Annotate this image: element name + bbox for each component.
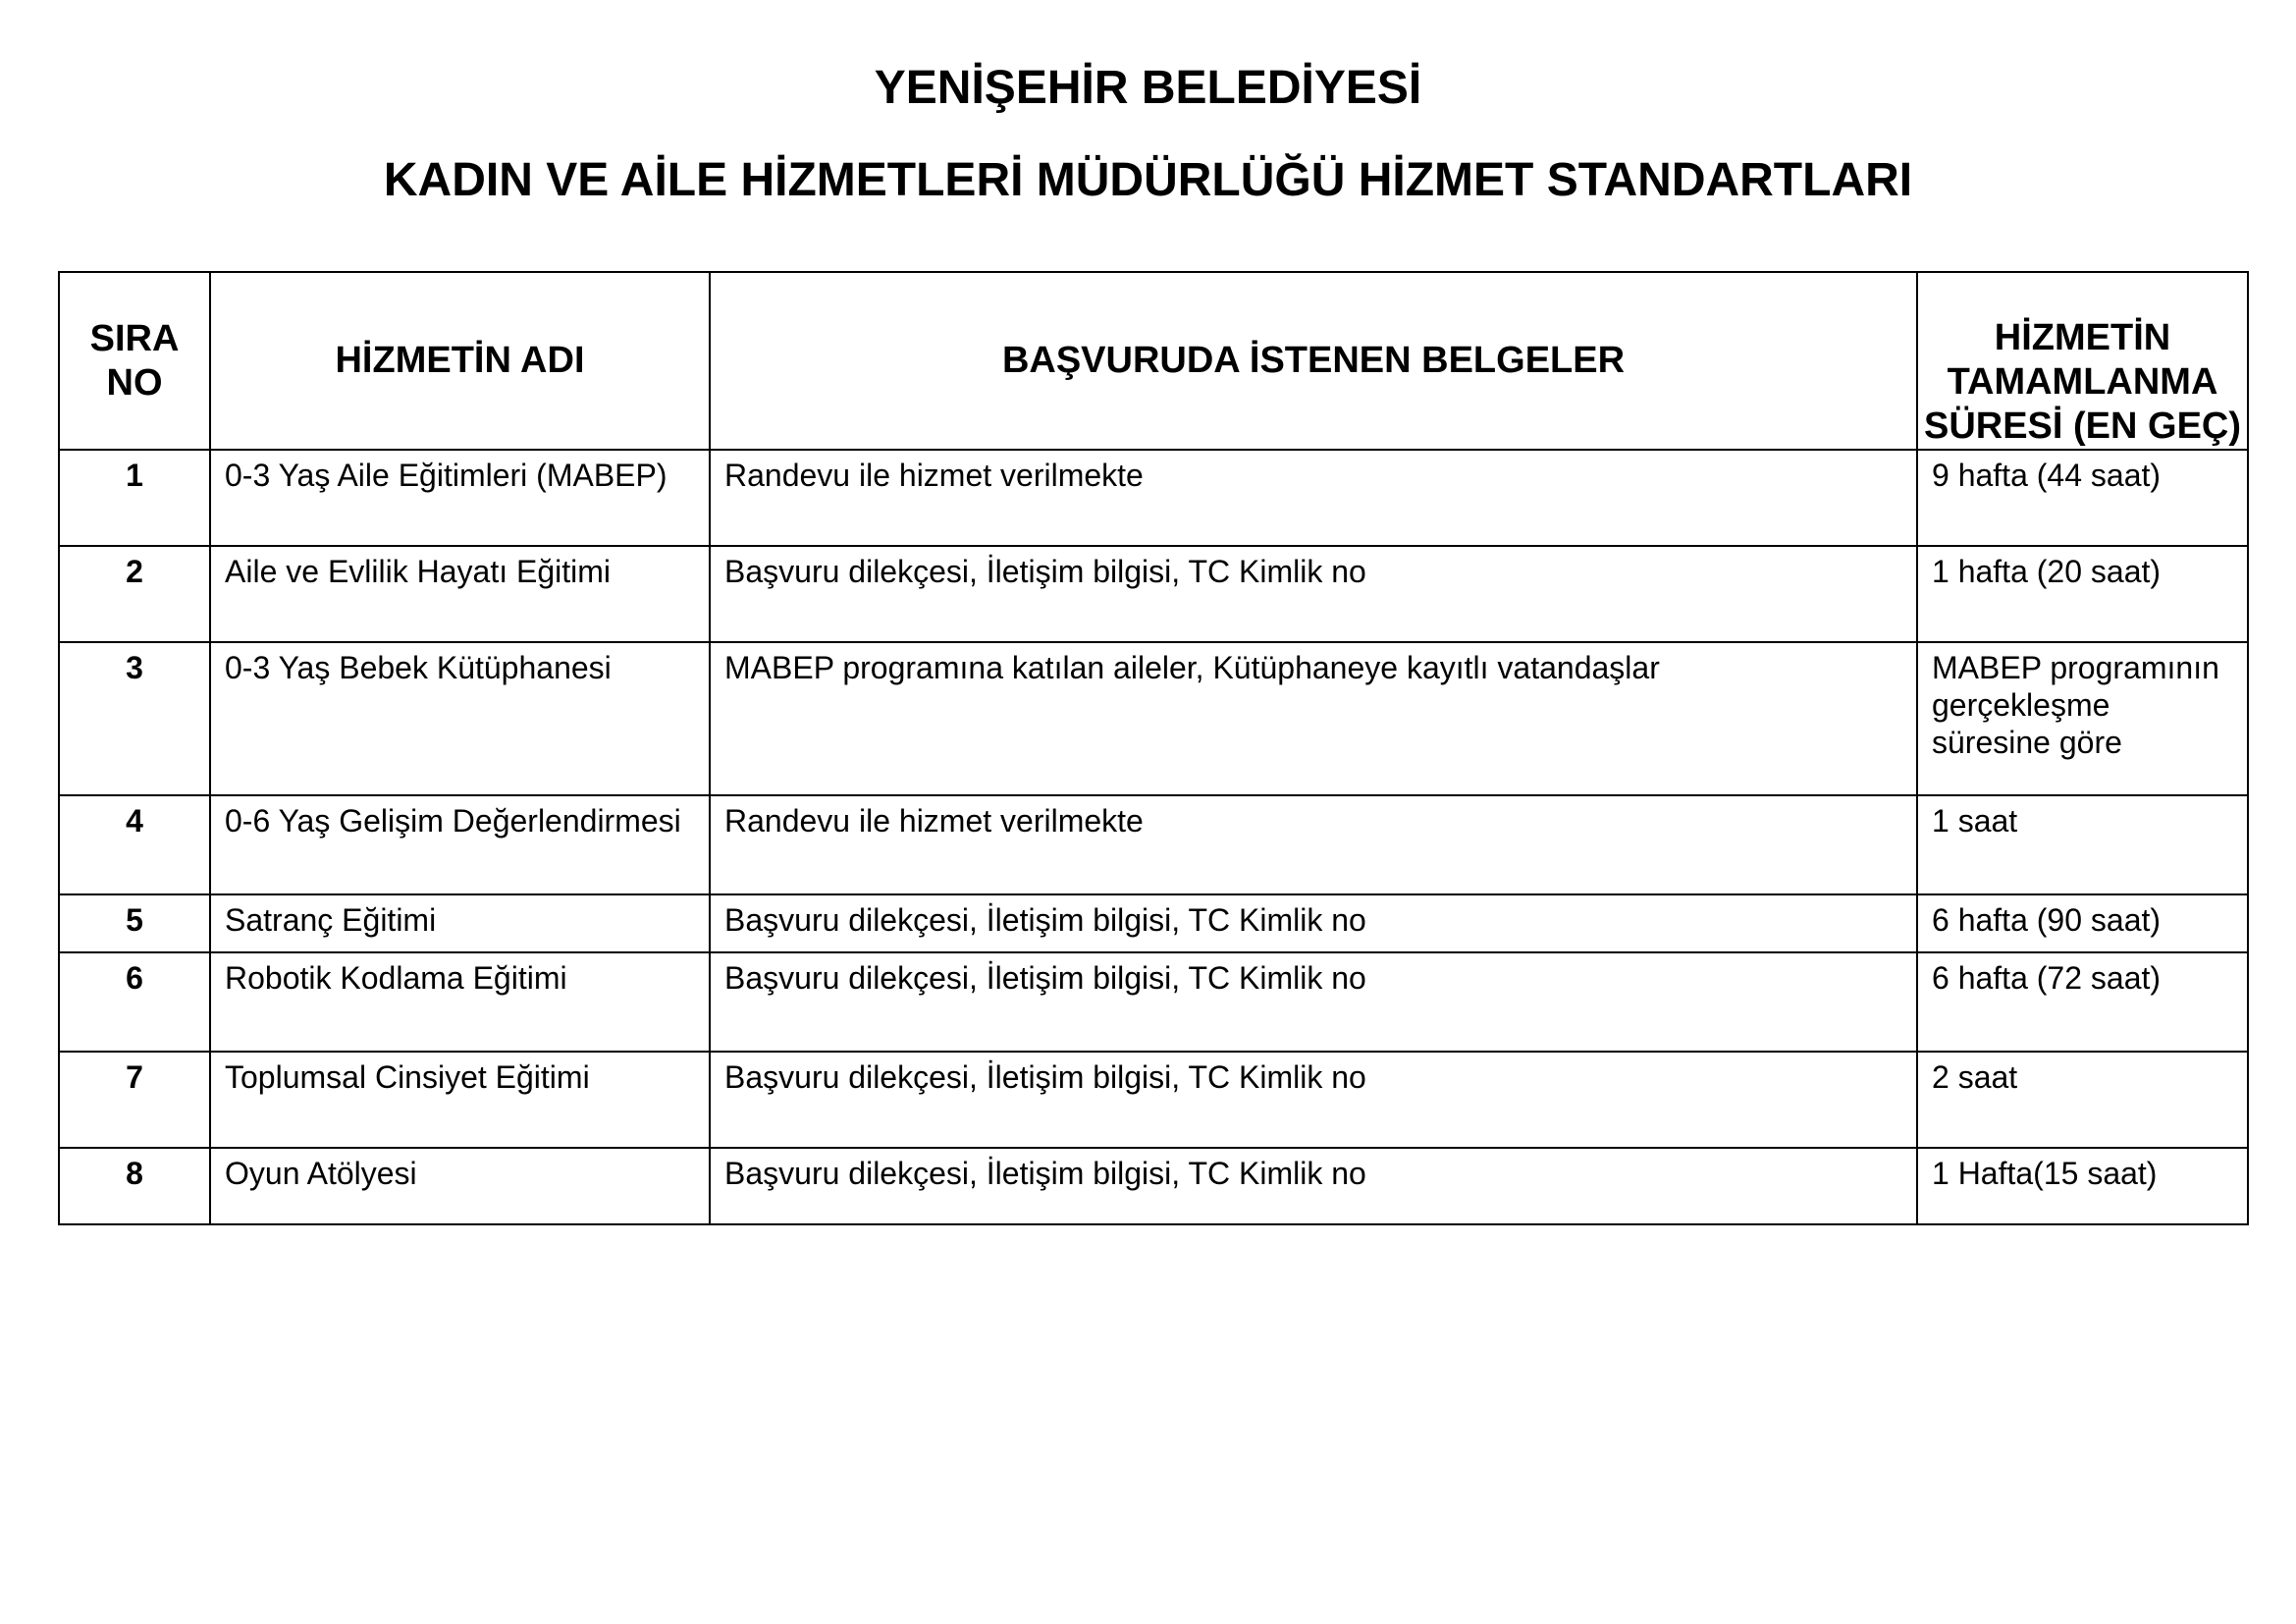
table-row [59,450,2248,546]
document-title: YENİŞEHİR BELEDİYESİ [874,62,1422,114]
row-service: Robotik Kodlama Eğitimi [210,952,710,1052]
table-row [59,1052,2248,1148]
row-documents: Randevu ile hizmet verilmekte [710,450,1917,546]
row-duration: 1 hafta (20 saat) [1917,546,2248,642]
row-duration: 2 saat [1917,1052,2248,1148]
table-row [59,546,2248,642]
header-service: HİZMETİN ADI [210,272,710,450]
row-no: 1 [59,450,210,546]
table-header-row [59,272,2248,450]
header-documents: BAŞVURUDA İSTENEN BELGELER [710,272,1917,450]
row-service: Oyun Atölyesi [210,1148,710,1224]
row-duration: 6 hafta (72 saat) [1917,952,2248,1052]
row-no: 7 [59,1052,210,1148]
row-no: 3 [59,642,210,795]
row-no: 6 [59,952,210,1052]
table-row [59,952,2248,1052]
row-no: 4 [59,795,210,894]
row-duration: MABEP programının gerçekleşme süresine göre [1917,642,2248,795]
row-documents: Başvuru dilekçesi, İletişim bilgisi, TC Kimlik no [710,952,1917,1052]
row-service: Satranç Eğitimi [210,894,710,952]
row-documents: MABEP programına katılan aileler, Kütüphaneye kayıtlı vatandaşlar [710,642,1917,795]
header-no: SIRA NO [59,272,210,450]
table-row [59,795,2248,894]
table-row [59,642,2248,795]
row-service: 0-3 Yaş Bebek Kütüphanesi [210,642,710,795]
row-documents: Başvuru dilekçesi, İletişim bilgisi, TC Kimlik no [710,894,1917,952]
row-documents: Başvuru dilekçesi, İletişim bilgisi, TC Kimlik no [710,1148,1917,1224]
row-duration: 1 Hafta(15 saat) [1917,1148,2248,1224]
header-duration: HİZMETİN TAMAMLANMA SÜRESİ (EN GEÇ) [1917,272,2248,450]
row-duration: 1 saat [1917,795,2248,894]
row-service: 0-3 Yaş Aile Eğitimleri (MABEP) [210,450,710,546]
document-subtitle: KADIN VE AİLE HİZMETLERİ MÜDÜRLÜĞÜ HİZMET STANDARTLARI [383,154,1913,206]
table-row [59,894,2248,952]
row-documents: Başvuru dilekçesi, İletişim bilgisi, TC Kimlik no [710,546,1917,642]
row-service: Aile ve Evlilik Hayatı Eğitimi [210,546,710,642]
row-duration: 9 hafta (44 saat) [1917,450,2248,546]
row-no: 2 [59,546,210,642]
service-standards-table [58,271,2249,1225]
row-service: 0-6 Yaş Gelişim Değerlendirmesi [210,795,710,894]
row-documents: Başvuru dilekçesi, İletişim bilgisi, TC Kimlik no [710,1052,1917,1148]
row-no: 5 [59,894,210,952]
table-row [59,1148,2248,1224]
row-documents: Randevu ile hizmet verilmekte [710,795,1917,894]
row-no: 8 [59,1148,210,1224]
row-duration: 6 hafta (90 saat) [1917,894,2248,952]
row-service: Toplumsal Cinsiyet Eğitimi [210,1052,710,1148]
